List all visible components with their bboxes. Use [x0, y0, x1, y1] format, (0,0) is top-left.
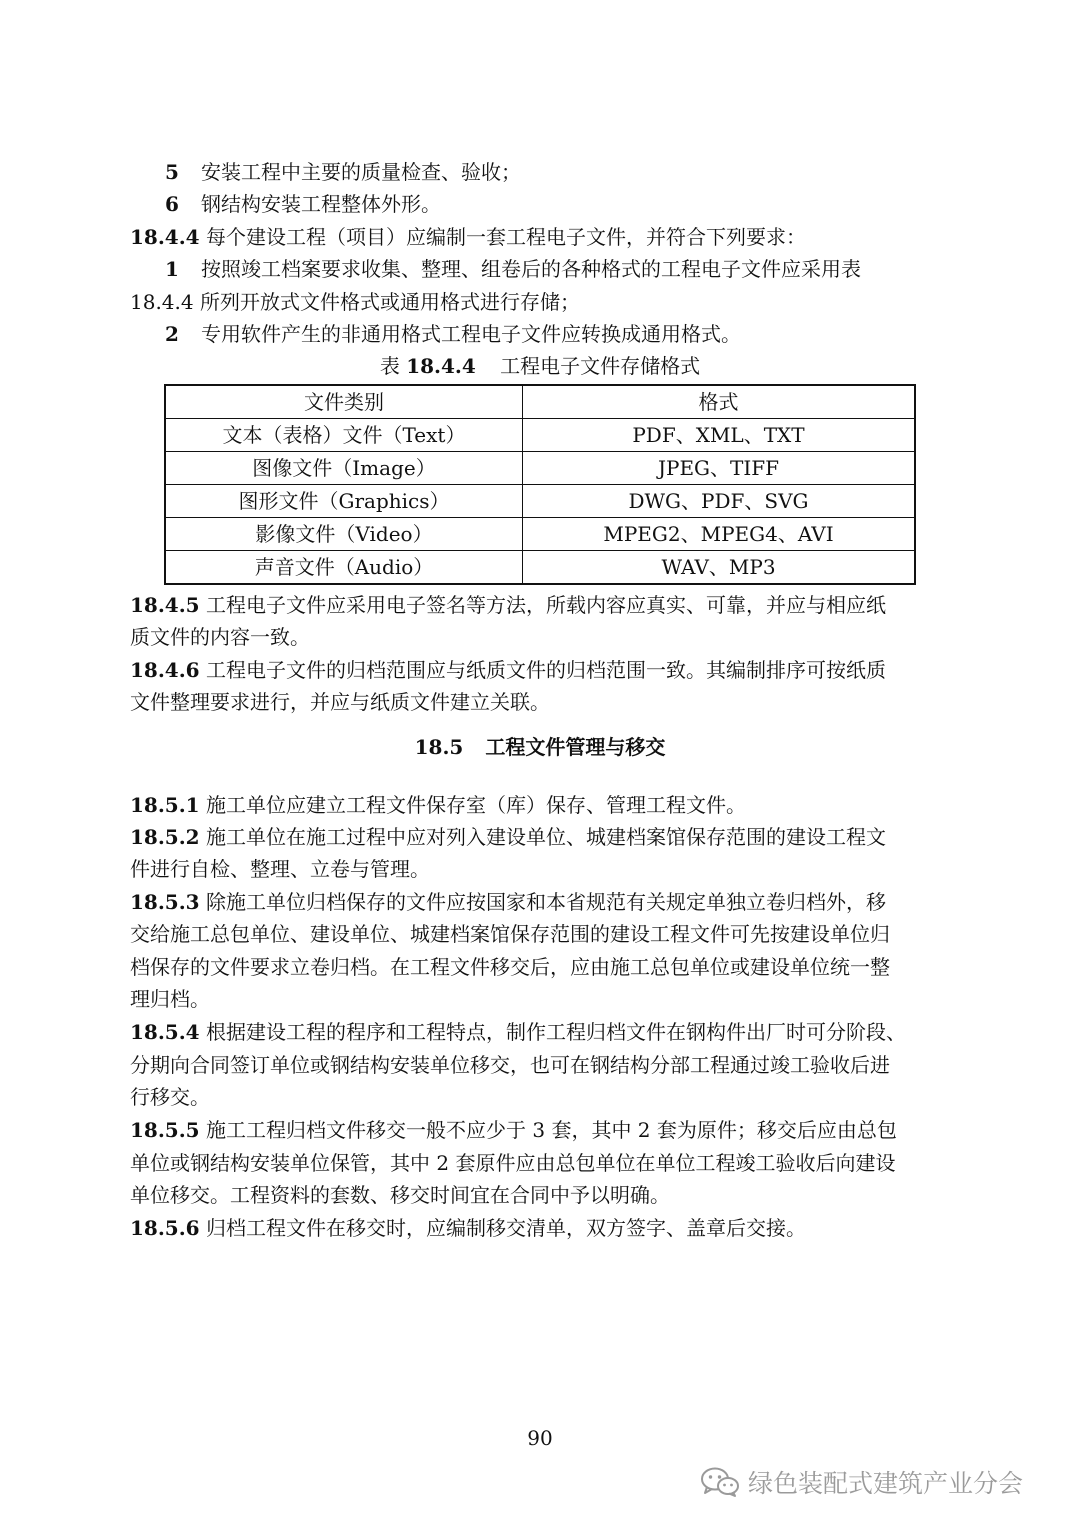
table-cell: PDF、XML、TXT: [523, 419, 916, 452]
format-table: [164, 384, 916, 585]
table-cell: 声音文件（Audio）: [165, 551, 523, 585]
clause-continuation: 理归档。: [130, 987, 210, 1011]
list-item: 5 安装工程中主要的质量检查、验收；: [165, 160, 521, 184]
clause-continuation: 件进行自检、整理、立卷与管理。: [130, 857, 430, 881]
clause-continuation: 质文件的内容一致。: [130, 625, 310, 649]
clause-18-4-4: 18.4.4 每个建设工程（项目）应编制一套工程电子文件，并符合下列要求：: [130, 225, 806, 249]
table-row: [165, 419, 915, 452]
table-caption: 表 18.4.4 工程电子文件存储格式: [379, 354, 701, 378]
wechat-icon: [700, 1466, 740, 1498]
clause-continuation: 分期向合同签订单位或钢结构安装单位移交，也可在钢结构分部工程通过竣工验收后进: [130, 1053, 890, 1077]
list-item: 1 按照竣工档案要求收集、整理、组卷后的各种格式的工程电子文件应采用表: [165, 257, 861, 281]
table-cell: WAV、MP3: [523, 551, 916, 585]
list-item: 2 专用软件产生的非通用格式工程电子文件应转换成通用格式。: [165, 322, 741, 346]
clause-18-5-2: 18.5.2 施工单位在施工过程中应对列入建设单位、城建档案馆保存范围的建设工程文: [130, 825, 886, 849]
table-cell: DWG、PDF、SVG: [523, 485, 916, 518]
section-title: 18.5 工程文件管理与移交: [414, 735, 666, 759]
table-row: [165, 452, 915, 485]
list-item: 6 钢结构安装工程整体外形。: [165, 192, 441, 216]
clause-18-5-6: 18.5.6 归档工程文件在移交时，应编制移交清单，双方签字、盖章后交接。: [130, 1216, 806, 1240]
table-header: 文件类别: [165, 385, 523, 419]
clause-18-5-3: 18.5.3 除施工单位归档保存的文件应按国家和本省规范有关规定单独立卷归档外，移: [130, 890, 886, 914]
table-row: [165, 551, 915, 585]
table-header: 格式: [523, 385, 916, 419]
table-cell: MPEG2、MPEG4、AVI: [523, 518, 916, 551]
table-cell: 图形文件（Graphics）: [165, 485, 523, 518]
watermark-text: 绿色装配式建筑产业分会: [748, 1469, 1024, 1498]
list-item-continuation: 18.4.4 所列开放式文件格式或通用格式进行存储；: [130, 290, 580, 314]
clause-continuation: 单位移交。工程资料的套数、移交时间宜在合同中予以明确。: [130, 1183, 670, 1207]
clause-18-5-4: 18.5.4 根据建设工程的程序和工程特点，制作工程归档文件在钢构件出厂时可分阶段、: [130, 1020, 906, 1044]
table-cell: 文本（表格）文件（Text）: [165, 419, 523, 452]
clause-18-5-1: 18.5.1 施工单位应建立工程文件保存室（库）保存、管理工程文件。: [130, 793, 746, 817]
table-row: [165, 485, 915, 518]
table-cell: JPEG、TIFF: [523, 452, 916, 485]
clause-continuation: 文件整理要求进行，并应与纸质文件建立关联。: [130, 690, 550, 714]
clause-18-5-5: 18.5.5 施工工程归档文件移交一般不应少于 3 套，其中 2 套为原件；移交后应由总包: [130, 1118, 897, 1142]
table-row: [165, 518, 915, 551]
watermark: [700, 1462, 1060, 1502]
table-cell: 图像文件（Image）: [165, 452, 523, 485]
clause-18-4-5: 18.4.5 工程电子文件应采用电子签名等方法，所载内容应真实、可靠，并应与相应纸: [130, 593, 886, 617]
clause-continuation: 单位或钢结构安装单位保管，其中 2 套原件应由总包单位在单位工程竣工验收后向建设: [130, 1151, 896, 1175]
table-cell: 影像文件（Video）: [165, 518, 523, 551]
clause-continuation: 行移交。: [130, 1085, 210, 1109]
clause-18-4-6: 18.4.6 工程电子文件的归档范围应与纸质文件的归档范围一致。其编制排序可按纸质: [130, 658, 886, 682]
table-header-row: [165, 385, 915, 419]
clause-continuation: 交给施工总包单位、建设单位、城建档案馆保存范围的建设工程文件可先按建设单位归: [130, 922, 890, 946]
page-number: 90: [527, 1426, 553, 1450]
clause-continuation: 档保存的文件要求立卷归档。在工程文件移交后，应由施工总包单位或建设单位统一整: [130, 955, 890, 979]
